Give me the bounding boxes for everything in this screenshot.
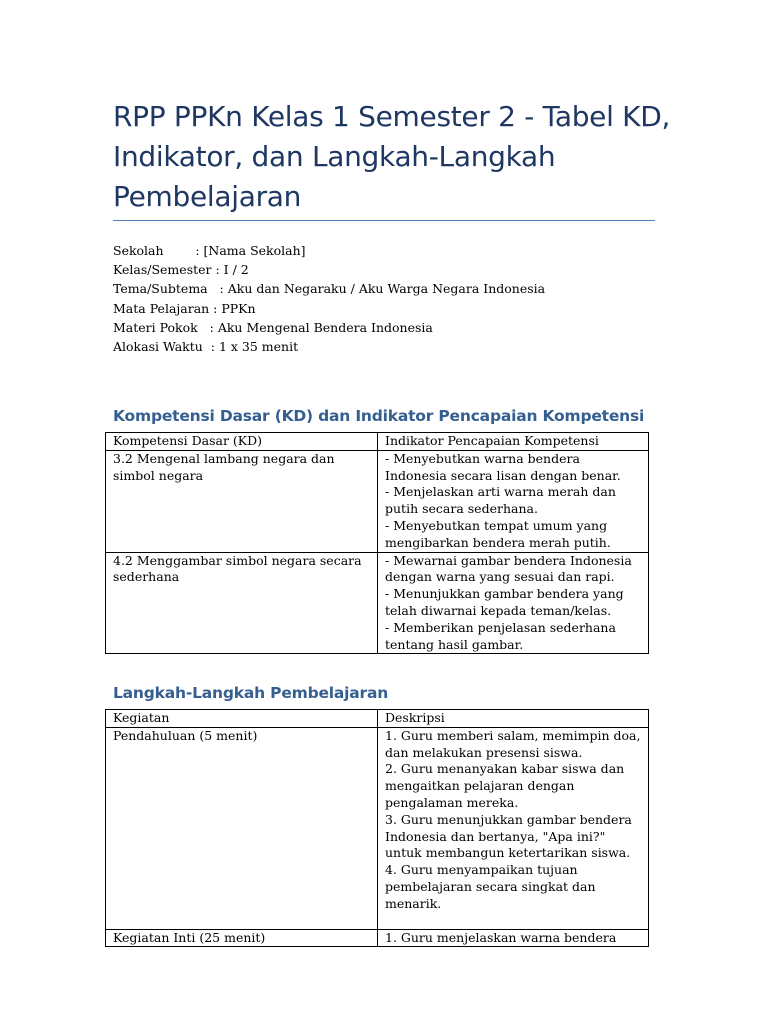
- indicator-item: - Menjelaskan arti warna merah dan putih secara sederhana.: [385, 484, 616, 517]
- title-underline: [113, 220, 655, 221]
- indicator-item: - Memberikan penjelasan sederhana tentang hasil gambar.: [385, 619, 616, 652]
- table-row: [106, 929, 649, 947]
- kd-cell: 4.2 Menggambar simbol negara secara sederhana: [106, 552, 378, 654]
- step-item: 1. Guru memberi salam, memimpin doa, dan melakukan presensi siswa.: [385, 727, 641, 760]
- identity-topic: Materi Pokok : Aku Mengenal Bendera Indonesia: [113, 319, 433, 335]
- description-cell: [378, 727, 649, 929]
- description-cell: [378, 929, 649, 947]
- step-item: 1. Guru menjelaskan warna bendera: [385, 929, 617, 945]
- identity-theme: Tema/Subtema : Aku dan Negaraku / Aku Warga Negara Indonesia: [113, 281, 546, 297]
- indicator-item: - Menyebutkan tempat umum yang mengibarkan bendera merah putih.: [385, 517, 611, 550]
- indicator-cell: [378, 450, 649, 552]
- page-title: RPP PPKn Kelas 1 Semester 2 - Tabel KD, Indikator, dan Langkah-Langkah Pembelajaran: [113, 100, 671, 213]
- activity-header-cell: Kegiatan: [106, 710, 378, 728]
- indicator-cell: [378, 552, 649, 654]
- identity-time: Alokasi Waktu : 1 x 35 menit: [113, 339, 299, 355]
- table-row: [106, 450, 649, 552]
- identity-class-semester: Kelas/Semester : I / 2: [113, 262, 249, 278]
- table-row: [106, 727, 649, 929]
- step-item: 4. Guru menyampaikan tujuan pembelajaran secara singkat dan menarik.: [385, 862, 596, 911]
- activity-cell: Pendahuluan (5 menit): [106, 727, 378, 929]
- description-header-cell: Deskripsi: [378, 710, 649, 728]
- indicator-item: - Menyebutkan warna bendera Indonesia secara lisan dengan benar.: [385, 450, 621, 483]
- indicator-item: - Mewarnai gambar bendera Indonesia dengan warna yang sesuai dan rapi.: [385, 552, 632, 585]
- activity-cell: Kegiatan Inti (25 menit): [106, 929, 378, 947]
- step-item: 3. Guru menunjukkan gambar bendera Indonesia dan bertanya, "Apa ini?" untuk membangun ketertarikan siswa.: [385, 811, 632, 861]
- identity-school: Sekolah : [Nama Sekolah]: [113, 243, 306, 258]
- steps-table-header: [106, 710, 649, 728]
- steps-section-heading: Langkah-Langkah Pembelajaran: [113, 684, 389, 702]
- kd-header-cell: Kompetensi Dasar (KD): [106, 433, 378, 451]
- step-item: 2. Guru menanyakan kabar siswa dan mengaitkan pelajaran dengan pengalaman mereka.: [385, 761, 625, 810]
- kd-table: [105, 432, 649, 654]
- kd-table-header: [106, 433, 649, 451]
- indicator-item: - Menunjukkan gambar bendera yang telah diwarnai kepada teman/kelas.: [385, 586, 624, 618]
- identity-subject: Mata Pelajaran : PPKn: [113, 300, 256, 316]
- indicator-header-cell: Indikator Pencapaian Kompetensi: [378, 433, 649, 451]
- kd-section-heading: Kompetensi Dasar (KD) dan Indikator Pencapaian Kompetensi: [113, 407, 645, 425]
- steps-table: [105, 709, 649, 947]
- kd-cell: 3.2 Mengenal lambang negara dan simbol negara: [106, 450, 378, 552]
- identity-block: [113, 241, 545, 356]
- table-row: [106, 552, 649, 654]
